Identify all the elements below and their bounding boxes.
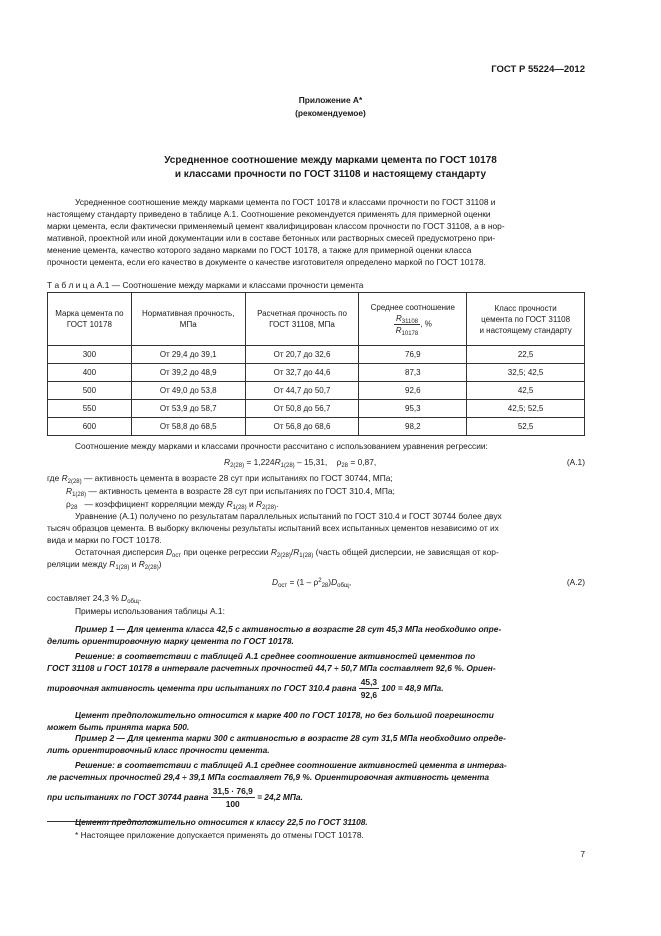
examples-intro: Примеры использования таблицы А.1: [75, 606, 225, 616]
footnote-separator [47, 821, 157, 822]
header-strength-class: Класс прочности цемента по ГОСТ 31108 и настоящему стандарту [467, 293, 585, 346]
cell: 600 [48, 418, 132, 436]
intro-line: прочности цемента, если его качество в документе о качестве изготовителя определено маркой по ГОСТ 10178. [47, 257, 486, 268]
equation-a1-number: (А.1) [566, 457, 585, 467]
intro-line: мативной, проектной или иной документации или в составе бетонных или растворных смесей предусмотрено при- [47, 233, 496, 244]
intro-line: марки цемента, если фактически применяемый цемент квалифицирован классом прочности по ГОСТ 31108, а в нор- [47, 221, 505, 232]
definition-r2: где $R_{2(28)}$ — активность цемента в возрасте 28 сут при испытаниях по ГОСТ 30744, МПа; [47, 473, 393, 485]
definition-r1: $R_{1(28)}$ — активность цемента в возрасте 28 сут при испытаниях по ГОСТ 310.4, МПа; [66, 486, 395, 498]
cell: 42,5 [467, 382, 585, 400]
equation-a1: $R_{2(28)} = 1,224R_{1(28)} - 15,31$, $\rho_{28} = 0,87$, [224, 457, 377, 469]
cell: От 39,2 до 48,9 [131, 364, 245, 382]
cell: От 20,7 до 32,6 [245, 346, 359, 364]
section-heading-line2: и классами прочности по ГОСТ 31108 и настоящему стандарту [174, 169, 487, 180]
table-row [48, 418, 585, 436]
example-1-fraction: $\frac{45,3}{92,6}$ [360, 677, 378, 701]
cell: 400 [48, 364, 132, 382]
intro-line: настоящему стандарту приведено в таблице А.1. Соотношение рекомендуется применять для примерной оценки [47, 209, 491, 220]
cell: От 56,8 до 68,6 [245, 418, 359, 436]
cell: 300 [48, 346, 132, 364]
cell: 76,9 [359, 346, 467, 364]
cell: 550 [48, 400, 132, 418]
cell: 32,5; 42,5 [467, 364, 585, 382]
header-grade: Марка цемента по ГОСТ 10178 [48, 293, 132, 346]
cell: 95,3 [359, 400, 467, 418]
example-2-fraction: $\frac{31,5 \cdot 76,9}{100}$ [212, 786, 253, 810]
cell: От 32,7 до 44,6 [245, 364, 359, 382]
cell: 22,5 [467, 346, 585, 364]
header-normative-strength: Нормативная прочность, МПа [131, 293, 245, 346]
cell: От 53,9 до 58,7 [131, 400, 245, 418]
table-caption-prefix: Т а б л и ц а [47, 280, 95, 290]
footnote: * Настоящее приложение допускается применять до отмены ГОСТ 10178. [75, 830, 364, 840]
intro-line: менение цемента, качество которого задано марками по ГОСТ 10178, а также для примерной оценки класса [47, 245, 472, 256]
cell: 500 [48, 382, 132, 400]
regression-intro: Соотношение между марками и классами прочности рассчитано с использованием уравнения регрессии: [75, 441, 488, 451]
table-row [48, 382, 585, 400]
cell: От 44,7 до 50,7 [245, 382, 359, 400]
example-2: Пример 2 — Для цемента марки 300 с активностью в возрасте 28 сут 31,5 МПа необходимо опреде- лить ориентировочный класс прочности цемента. Решение: в соответствии с таблицей А.1 среднее соотношение активностей цемента в интерва- ле расчетных прочностей 29,4 ÷ 39,1 МПа составляет 76,9 %. Ориентировочная активность цемента при испытаниях по ГОСТ 30744 равна $\frac{31,5 \cdot 76,9}{100}$ = 24,2 МПа. Цемент предположительно относится к классу 22,5 по ГОСТ 31108. [47, 733, 507, 827]
cell: 98,2 [359, 418, 467, 436]
cell: 52,5 [467, 418, 585, 436]
appendix-title: Приложение А* [298, 95, 363, 105]
definition-rho: $\rho_{28}$ — коэффициент корреляции между $R_{1(28)}$ и $R_{2(28)}$. [66, 499, 279, 511]
cement-grade-class-table [47, 292, 585, 436]
page-number: 7 [580, 849, 585, 859]
table-caption-text: А.1 — Соотношение между марками и классами прочности цемента [96, 280, 364, 290]
header-design-strength: Расчетная прочность по ГОСТ 31108, МПа [245, 293, 359, 346]
table-caption [47, 279, 363, 291]
cell: От 49,0 до 53,8 [131, 382, 245, 400]
cell: От 58,8 до 68,5 [131, 418, 245, 436]
cell: От 50,8 до 56,7 [245, 400, 359, 418]
ratio-fraction: $\frac{R_{31108}}{R_{10178}}$ [395, 314, 419, 337]
example-1: Пример 1 — Для цемента класса 42,5 с активностью в возрасте 28 сут 45,3 МПа необходимо опре- делить ориентировочную марку цемента по ГОСТ 10178. Решение: в соответствии с таблицей А.1 среднее соотношение активностей цементов по ГОСТ 31108 и ГОСТ 10178 в интервале расчетных прочностей 44,7 ÷ 50,7 МПа составляет 92,6 %. Ориен- тировочная активность цемента при испытаниях по ГОСТ 310.4 равна $\frac{45,3}{92,6}$ 100 = 48,9 МПа. Цемент предположительно относится к марке 400 по ГОСТ 10178, но без большой погрешности может быть принята марка 500. [47, 624, 502, 732]
regression-paragraph: Уравнение (А.1) получено по результатам параллельных испытаний по ГОСТ 310.4 и ГОСТ 30744 более двух тысяч образцов цемента. В выборку включены результаты испытаний всех испытанных цементов независимо от их вида и марки по ГОСТ 10178. Остаточная дисперсия $D_{ост}$ при оценке регрессии $R_{2(28)}/R_{1(28)}$ (часть общей дисперсии, не зависящая от кор- реляции между $R_{1(28)}$ и $R_{2(28)}$) [47, 511, 502, 572]
table-header-row [48, 293, 585, 346]
cell: От 29,4 до 39,1 [131, 346, 245, 364]
equation-a2: $D_{ост} = (1 - \rho^2_{28})D_{общ}$, [272, 577, 352, 589]
equation-a2-number: (А.2) [566, 577, 585, 587]
cell: 92,6 [359, 382, 467, 400]
cell: 42,5; 52,5 [467, 400, 585, 418]
table-row [48, 364, 585, 382]
cell: 87,3 [359, 364, 467, 382]
residual-variance-value: составляет 24,3 % $D_{общ}$. [47, 593, 142, 605]
intro-line: Усредненное соотношение между марками цемента по ГОСТ 10178 и классами прочности по ГОСТ 31108 и [75, 197, 496, 207]
section-heading-line1: Усредненное соотношение между марками цемента по ГОСТ 10178 [164, 155, 497, 166]
document-code: ГОСТ Р 55224—2012 [491, 64, 585, 75]
appendix-subtitle: (рекомендуемое) [295, 108, 366, 118]
table-row [48, 346, 585, 364]
table-row [48, 400, 585, 418]
header-average-ratio: Среднее соотношение $\frac{R_{31108}}{R_{10178}}$ , % [359, 293, 467, 346]
intro-paragraph [47, 196, 585, 269]
